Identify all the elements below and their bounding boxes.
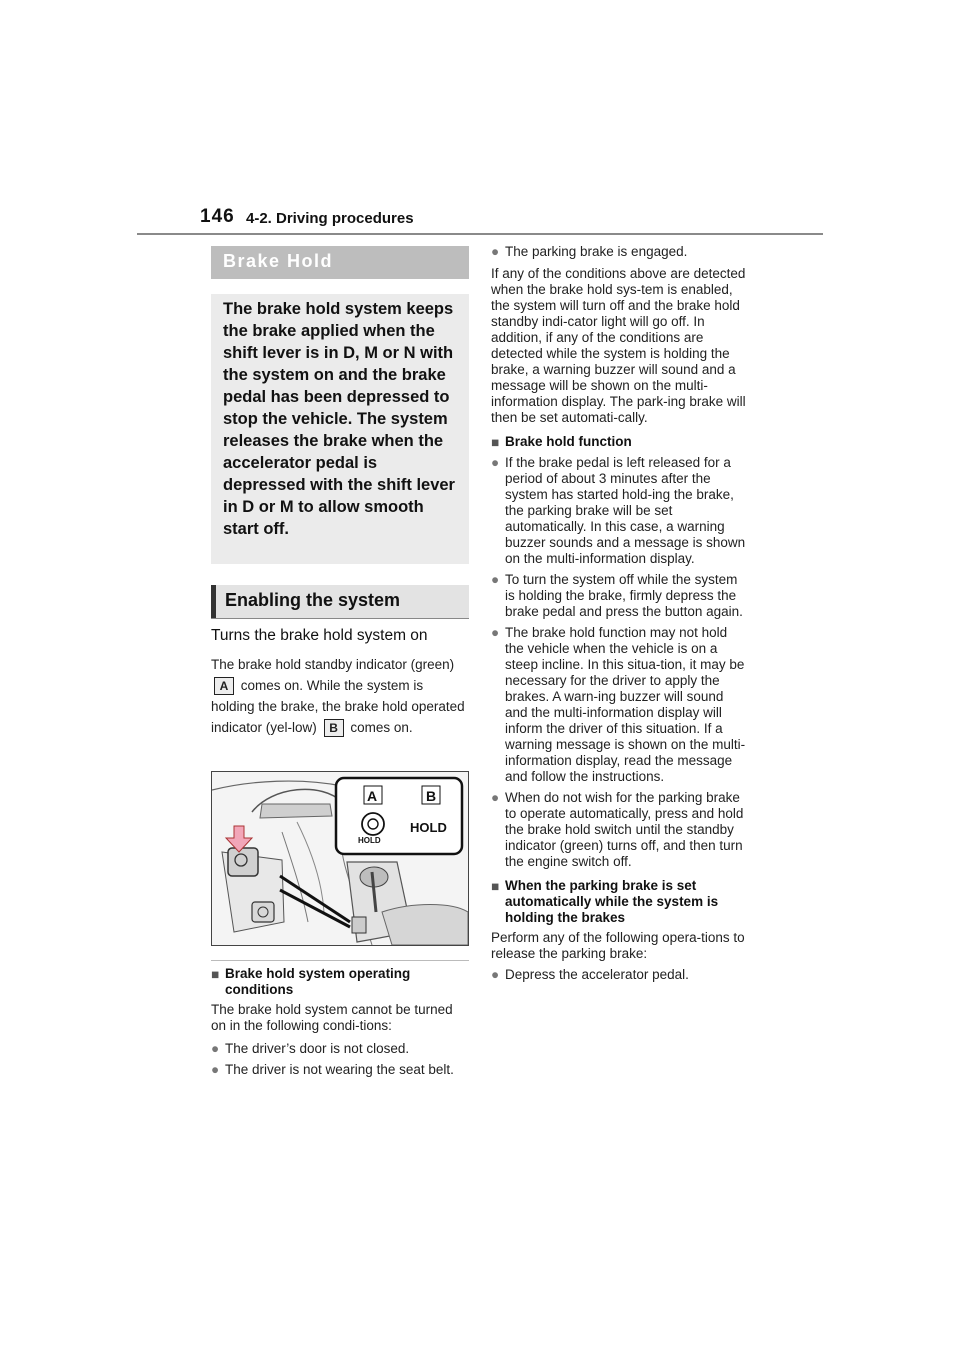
enabling-description	[211, 654, 469, 738]
enabling-heading: Enabling the system	[225, 590, 401, 610]
intro-text: The brake hold system keeps the brake applied when the shift lever is in D, M or N with the system on and the brake pedal has been depressed to stop the vehicle. The system releases the brake when the accelerator pedal is depressed with the shift lever in D or M to allow smooth start off.	[223, 300, 455, 538]
bullet-dot-icon: ●	[211, 1041, 220, 1056]
bullet-dot-icon: ●	[491, 572, 500, 587]
section-divider	[211, 960, 469, 961]
right-column	[491, 244, 749, 983]
figure-label-b: B	[426, 788, 437, 804]
list-item: ● The driver is not wearing the seat belt.	[211, 1062, 454, 1077]
list-item: ● When do not wish for the parking brake to operate automatically, press and hold the brake hold switch until the standby indicator (green) turns off, and then turn the engine switch off.	[491, 790, 744, 869]
bullet-dot-icon: ●	[491, 244, 500, 259]
operating-conditions-text: The brake hold system cannot be turned on in the following condi-tions:	[211, 1002, 453, 1033]
square-bullet-icon: ■	[211, 967, 220, 982]
bullet-dot-icon: ●	[491, 790, 500, 805]
intro-box	[211, 294, 469, 564]
bullet-dot-icon: ●	[491, 625, 500, 640]
desc-part-2: comes on. While the system is holding the brake, the brake hold operated indicator (yel-low)	[211, 678, 465, 735]
hold-function-heading: ■ Brake hold function	[491, 434, 632, 450]
section-title: 4-2. Driving procedures	[246, 210, 414, 227]
badge-a: A	[214, 677, 234, 695]
operating-conditions-heading: ■ Brake hold system operating conditions	[211, 966, 411, 997]
enabling-heading-bar	[211, 585, 469, 618]
brake-hold-heading: Brake Hold	[223, 251, 334, 271]
square-bullet-icon: ■	[491, 435, 500, 450]
list-item: ● To turn the system off while the system is holding the brake, firmly depress the brake pedal and press the button again.	[491, 572, 743, 619]
hold-indicator-text: HOLD	[410, 820, 447, 835]
brake-hold-heading-bar	[211, 246, 469, 279]
bullet-dot-icon: ●	[211, 1062, 220, 1077]
bullet-dot-icon: ●	[491, 455, 500, 470]
list-item: ● Depress the accelerator pedal.	[491, 967, 689, 982]
step-text: Turns the brake hold system on	[211, 627, 428, 644]
operating-conditions	[211, 966, 469, 1078]
page-number: 146	[200, 206, 235, 227]
list-item: ● If the brake pedal is left released for a period of about 3 minutes after the system has started hold-ing the brake, the parking brake will be set automatically. In this case, a warning buzzer sounds and a message is shown on the multi-information display.	[491, 455, 746, 566]
header-rule	[137, 233, 823, 235]
bullet-dot-icon: ●	[491, 967, 500, 982]
enabling-heading-rule	[211, 618, 469, 619]
list-item: ● The brake hold function may not hold the vehicle when the vehicle is on a steep incline. In this situa-tion, it may be necessary for the driver to apply the brakes. A warn-ing buzzer will sound and the multi-information display will inform the driver of this situation. If a warning message is shown on the multi-information display, read the message and follow the instructions.	[491, 625, 746, 784]
parking-auto-heading: ■ When the parking brake is set automatically while the system is holding the brakes	[491, 878, 719, 925]
badge-b: B	[324, 719, 344, 737]
desc-part-3: comes on.	[350, 720, 413, 735]
parking-auto-text: Perform any of the following opera-tions to release the parking brake:	[491, 930, 745, 961]
conditions-detected-text: If any of the conditions above are detected when the brake hold sys-tem is enabled, the system will turn off and the brake hold standby indi-cator light will go off. In addition, if any of the conditions are detected while the system is holding the brake, a warning buzzer will sound and a message will be shown on the multi-information display. The park-ing brake will then be set automati-cally.	[491, 266, 746, 425]
hold-switch-icon-label: HOLD	[358, 836, 381, 845]
list-item: ● The driver’s door is not closed.	[211, 1041, 410, 1056]
desc-part-1: The brake hold standby indicator (green)	[211, 657, 455, 672]
illustration	[211, 771, 469, 946]
figure-label-a: A	[367, 788, 378, 804]
list-item: ● The parking brake is engaged.	[491, 244, 688, 259]
square-bullet-icon: ■	[491, 879, 500, 894]
